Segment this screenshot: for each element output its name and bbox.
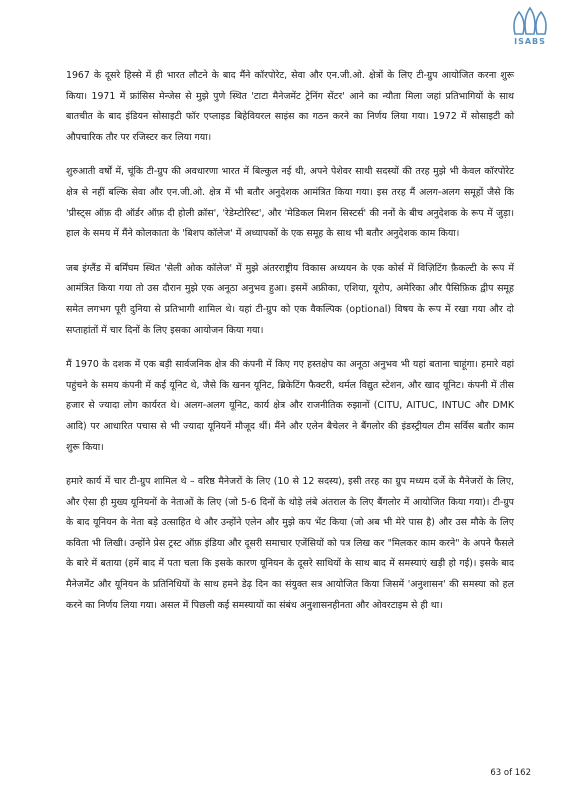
logo-figures-icon: [509, 6, 551, 36]
paragraph: मैं 1970 के दशक में एक बड़ी सार्वजनिक क्षेत्र की कंपनी में किए गए हस्तक्षेप का अनूठा अनुभव भी यहां बताना चाहूंगा। हमारे वहां पहुंचने के समय कंपनी में कई यूनिट थे, जैसे कि खनन यूनिट, ब्रिकेटिंग फैक्टरी, थर्मल विद्युत स्टेशन, और खाद यूनिट। कंपनी में तीस हजार से ज्यादा लोग कार्यरत थे। अलग-अलग यूनिट, कार्य क्षेत्र और राजनीतिक रुझानों (CITU, AITUC, INTUC और DMK आदि) पर आधारित पचास से भी ज्यादा यूनियनें मौजूद थीं। मैंने और एलेन बैचेलर ने बैंगलोर की इंडस्ट्रीयल टीम सर्विस बतौर काम शुरू किया।: [66, 359, 514, 453]
paragraph: जब इंग्लैंड में बर्मिंघम स्थित 'सेली ओक कॉलेज' में मुझे अंतरराष्ट्रीय विकास अध्ययन के एक कोर्स में विज़िटिंग फ़ैकल्टी के रूप में आमंत्रित किया गया तो उस दौरान मुझे एक अनूठा अनुभव हुआ। इसमें अफ्रीका, एशिया, यूरोप, अमेरिका और पैसिफ़िक द्वीप समूह समेत लगभग पूरी दुनिया से प्रतिभागी शामिल थे। यहां टी-ग्रुप को एक वैकल्पिक (optional) विषय के रूप में रखा गया और दो सप्ताहांतों में चार दिनों के लिए इसका आयोजन किया गया।: [66, 262, 514, 336]
paragraph: हमारे कार्य में चार टी-ग्रुप शामिल थे – वरिष्ठ मैनेजरों के लिए (10 से 12 सदस्य), इसी तरह का ग्रुप मध्यम दर्जे के मैनेजरों के लिए, और ऐसा ही मुख्य यूनियनों के नेताओं के लिए (जो 5-6 दिनों के थोड़े लंबे अंतराल के लिए बैंगलोर में आयोजित किया गया)। टी-ग्रुप के बाद यूनियन के नेता बड़े उत्साहित थे और उन्होंने एलेन और मुझे कप भेंट किया (जो अब भी मेरे पास है) और उस मौके के लिए कविता भी लिखी। उन्होंने प्रेस ट्रस्ट ऑफ़ इंडिया और दूसरी समाचार एजेंसियों को पत्र लिख कर "मिलकर काम करने" के अपने फैसले के बारे में बताया (हमें बाद में पता चला कि इसके कारण यूनियन के दूसरे साथियों के साथ बाद में समस्याएं खड़ी हो गई)। इसके बाद मैनेजमेंट और यूनियन के प्रतिनिधियों के साथ हमने डेढ़ दिन का संयुक्त सत्र आयोजित किया जिसमें 'अनुशासन' की समस्या को हल करने का निर्णय लिया गया। असल में पिछली कई समस्यायों का संबंध अनुशासनहीनता और ओवरटाइम से ही था।: [66, 476, 514, 611]
paragraph: शुरुआती वर्षों में, चूंकि टी-ग्रुप की अवधारणा भारत में बिल्कुल नई थी, अपने पेशेवर साथी सदस्यों की तरह मुझे भी केवल कॉरपोरेट क्षेत्र से नहीं बल्कि सेवा और एन.जी.ओ. क्षेत्र में भी बतौर अनुदेशक आमंत्रित किया गया। इस तरह मैं अलग-अलग समूहों जैसे कि 'प्रीस्ट्स ऑफ़ दी ऑर्डर ऑफ़ दी होली क्रॉस', 'रेडेम्टोरिस्ट', और 'मेडिकल मिशन सिस्टर्स' की ननों के बीच अनुदेशक के रूप में जुड़ा। हाल के समय में मैंने कोलकाता के 'बिशप कॉलेज' में अध्यापकों के एक समूह के साथ भी बतौर अनुदेशक काम किया।: [66, 166, 514, 240]
logo-text: ISABS: [514, 37, 546, 46]
isabs-logo: [507, 6, 553, 50]
document-body: [66, 66, 514, 630]
paragraph: 1967 के दूसरे हिस्से में ही भारत लौटने के बाद मैंने कॉरपोरेट, सेवा और एन.जी.ओ. क्षेत्रों के लिए टी-ग्रुप आयोजित करना शुरू किया। 1971 में फ्रांसिस मेन्जेस से मुझे पुणे स्थित 'टाटा मैनेजमेंट ट्रेनिंग सेंटर' आने का न्यौता मिला जहां प्रतिभागियों के साथ बातचीत के बाद इंडियन सोसाइटी फॉर एप्लाइड बिहेवियरल साइंस का गठन करने का निर्णय लिया गया। 1972 में सोसाइटी को औपचारिक तौर पर रजिस्टर कर लिया गया।: [66, 70, 514, 143]
page-number: 63 of 162: [490, 768, 531, 778]
